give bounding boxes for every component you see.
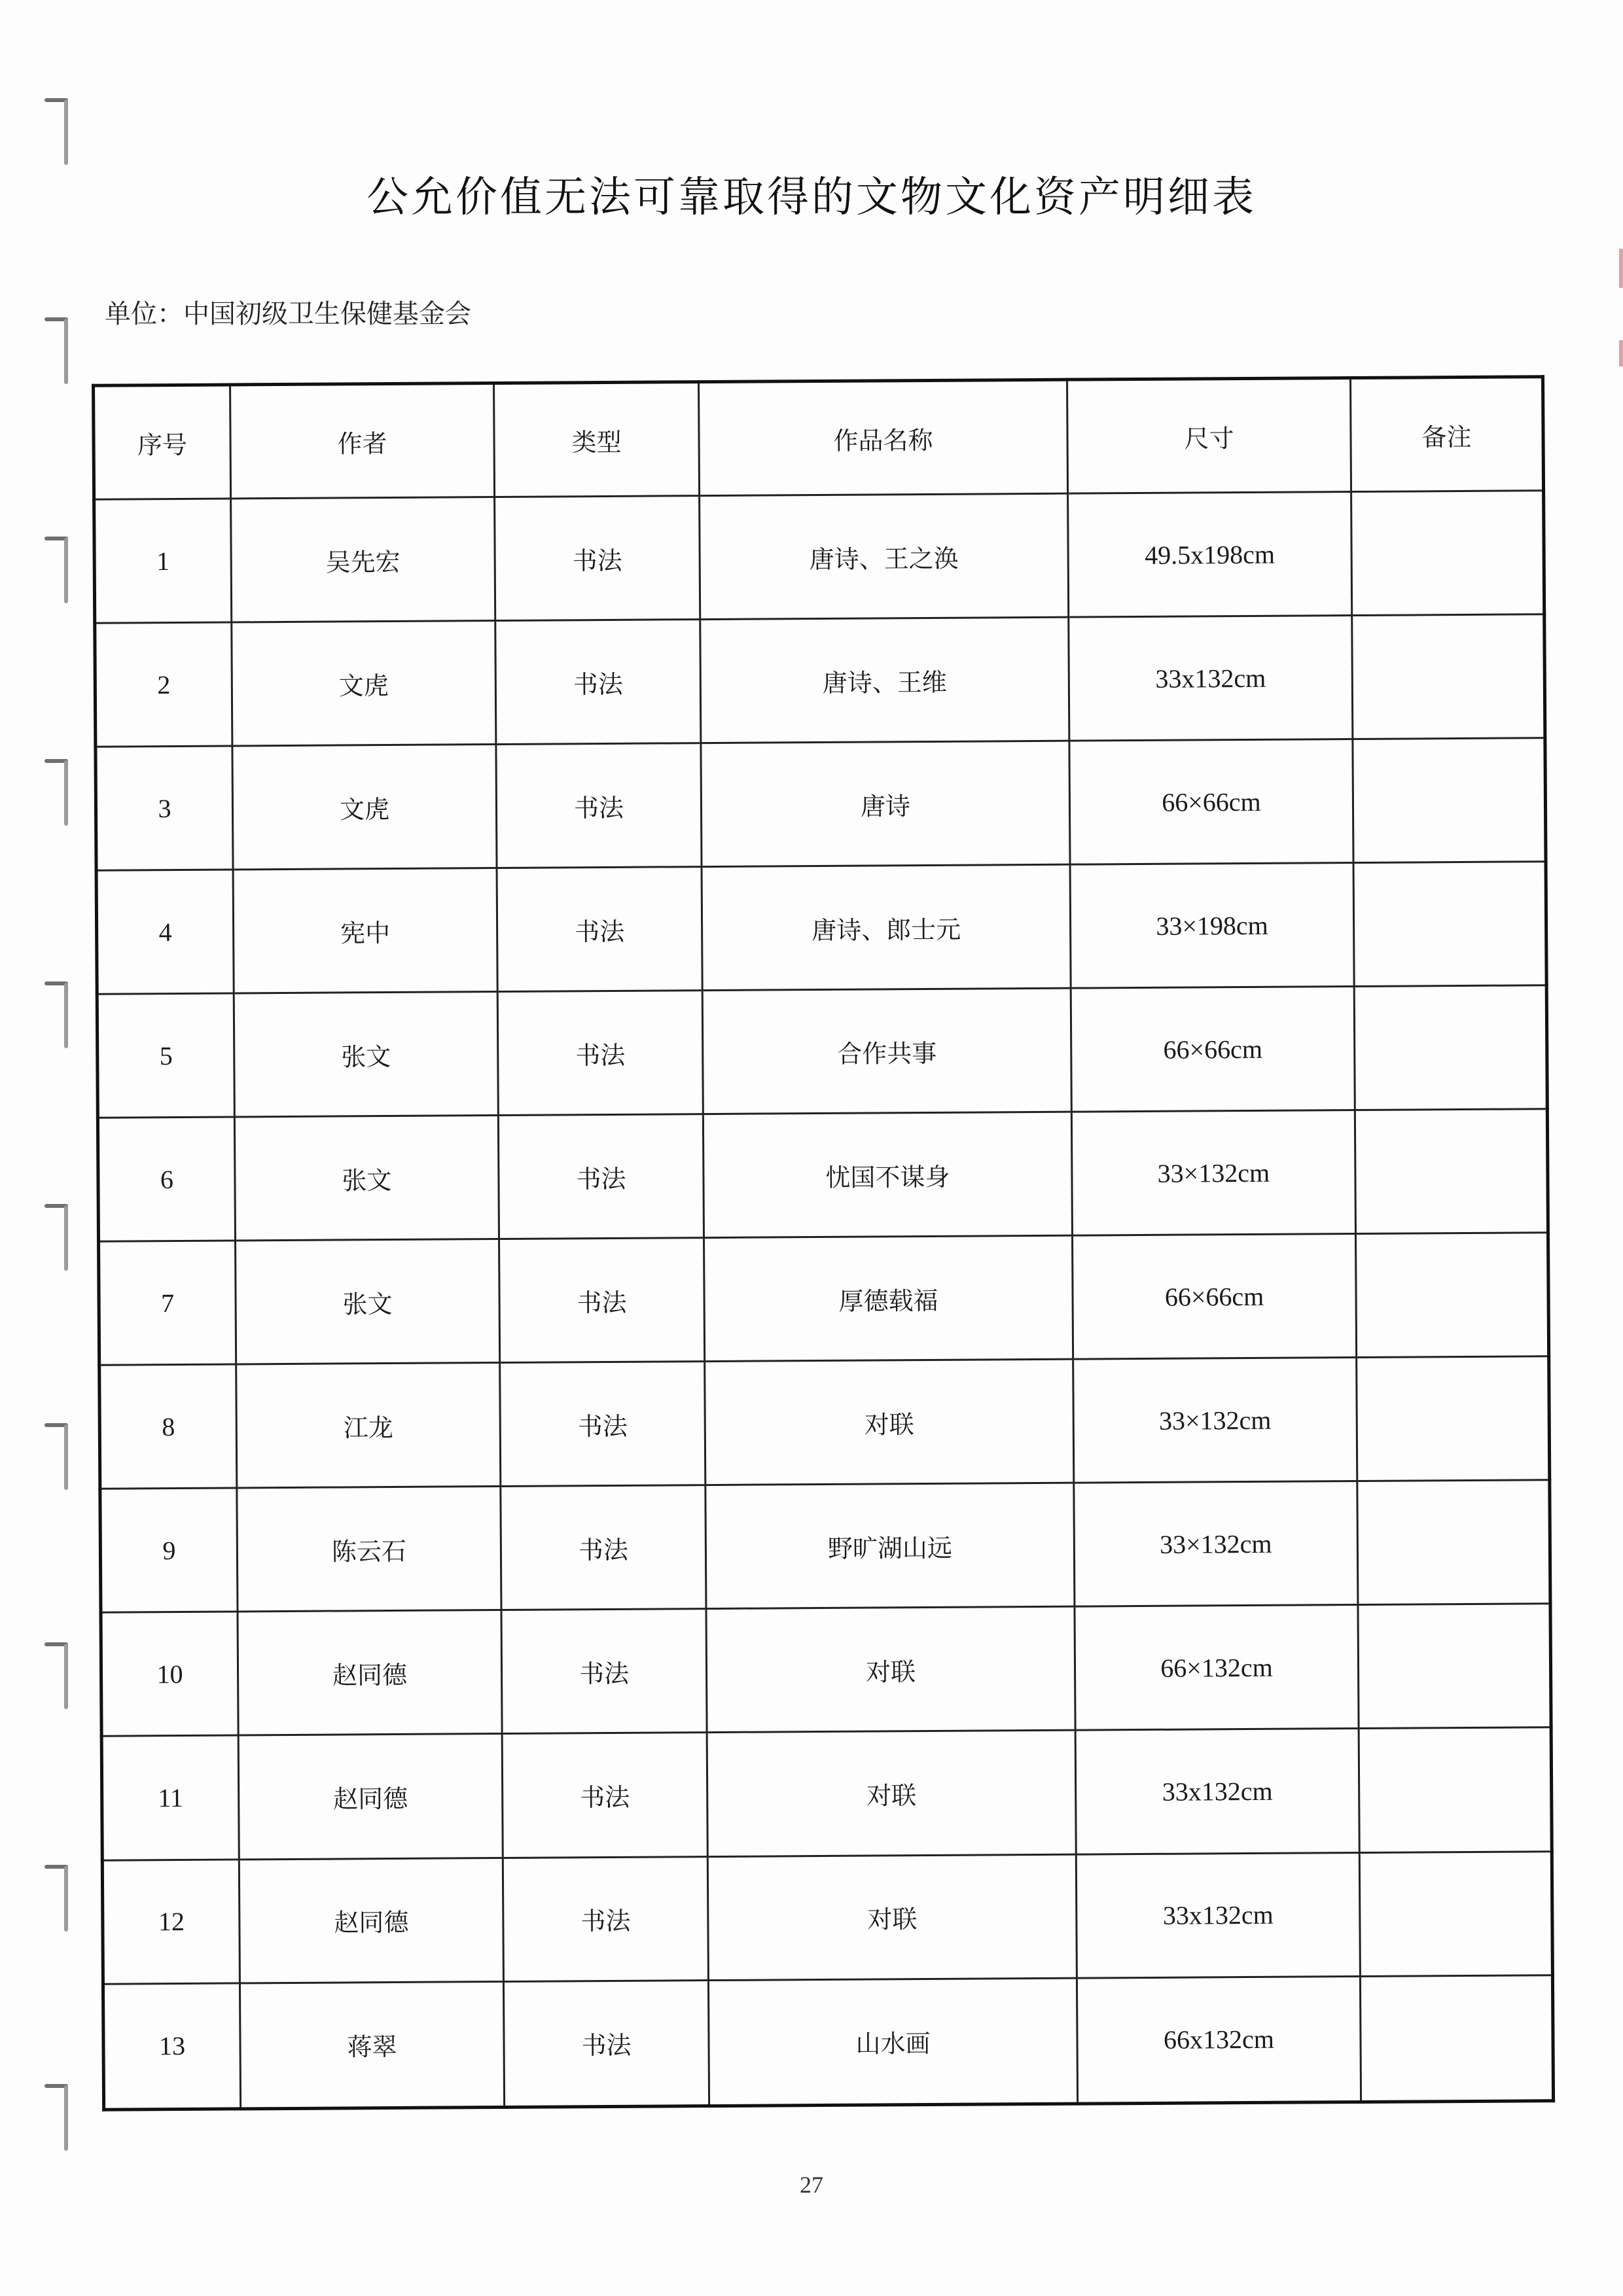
cell-type: 书法 xyxy=(497,991,703,1116)
cell-author: 文虎 xyxy=(232,621,496,747)
header-note: 备注 xyxy=(1351,377,1544,492)
cell-type: 书法 xyxy=(498,1114,704,1239)
header-work-name: 作品名称 xyxy=(699,380,1068,495)
cell-note xyxy=(1358,1604,1551,1729)
header-type: 类型 xyxy=(494,382,700,497)
cell-size: 33x132cm xyxy=(1075,1729,1359,1854)
cell-work-name: 唐诗、王维 xyxy=(700,617,1069,743)
edge-stain xyxy=(1619,340,1623,366)
document-title: 公允价值无法可靠取得的文物文化资产明细表 xyxy=(366,173,1257,222)
table-row xyxy=(101,1727,1552,1860)
table-row xyxy=(99,1356,1550,1489)
cell-author: 宪中 xyxy=(233,868,497,994)
cell-author: 吴先宏 xyxy=(231,497,495,623)
header-size: 尺寸 xyxy=(1067,378,1351,494)
cell-type: 书法 xyxy=(497,867,702,992)
cell-type: 书法 xyxy=(495,620,701,745)
cell-size: 66x132cm xyxy=(1077,1976,1361,2104)
cell-work-name: 唐诗 xyxy=(701,741,1070,866)
cell-index: 6 xyxy=(98,1117,235,1241)
cell-index: 2 xyxy=(95,622,232,747)
cell-work-name: 对联 xyxy=(707,1854,1077,1980)
cell-type: 书法 xyxy=(501,1609,707,1734)
cell-author: 文虎 xyxy=(232,745,497,870)
cell-index: 7 xyxy=(99,1241,236,1365)
cell-note xyxy=(1352,614,1545,739)
cell-author: 赵同德 xyxy=(238,1734,503,1860)
cell-author: 陈云石 xyxy=(237,1487,501,1612)
table-row xyxy=(94,491,1544,624)
table-row xyxy=(97,985,1547,1118)
cell-size: 33×198cm xyxy=(1070,863,1354,989)
cell-note xyxy=(1357,1356,1550,1481)
table-body xyxy=(94,491,1554,2110)
cell-size: 33×132cm xyxy=(1074,1481,1358,1607)
cell-size: 66×66cm xyxy=(1069,739,1353,865)
table-header-row xyxy=(94,377,1544,500)
cell-work-name: 合作共事 xyxy=(702,988,1071,1114)
cell-index: 4 xyxy=(96,870,234,994)
cell-index: 10 xyxy=(101,1612,238,1736)
binding-mark xyxy=(45,98,69,170)
table-row xyxy=(99,1233,1549,1366)
binding-mark xyxy=(45,1865,69,1937)
cell-author: 张文 xyxy=(234,1116,499,1241)
cell-work-name: 忧国不谋身 xyxy=(703,1112,1072,1237)
cell-size: 33×132cm xyxy=(1071,1110,1355,1236)
cell-work-name: 对联 xyxy=(707,1731,1076,1856)
binding-mark xyxy=(45,1423,69,1495)
cell-note xyxy=(1353,738,1546,863)
cell-note xyxy=(1355,1233,1548,1358)
cell-size: 33×132cm xyxy=(1073,1358,1357,1483)
header-index: 序号 xyxy=(94,385,231,499)
table-row xyxy=(96,862,1546,995)
cell-author: 张文 xyxy=(234,992,498,1118)
cell-work-name: 唐诗、王之涣 xyxy=(700,493,1069,619)
cell-note xyxy=(1360,1975,1553,2102)
table-row xyxy=(102,1851,1552,1984)
cell-note xyxy=(1354,985,1547,1110)
cell-author: 江龙 xyxy=(236,1363,501,1489)
asset-table xyxy=(92,375,1555,2111)
cell-note xyxy=(1355,1109,1548,1234)
cell-index: 5 xyxy=(97,993,234,1118)
cell-type: 书法 xyxy=(502,1733,707,1858)
cell-type: 书法 xyxy=(495,496,700,621)
cell-note xyxy=(1351,491,1544,616)
cell-note xyxy=(1353,862,1546,987)
header-author: 作者 xyxy=(230,383,495,499)
cell-type: 书法 xyxy=(500,1362,705,1487)
cell-size: 66×66cm xyxy=(1071,987,1355,1112)
cell-type: 书法 xyxy=(499,1238,705,1363)
binding-mark xyxy=(45,981,69,1053)
table-row xyxy=(103,1975,1553,2110)
cell-index: 9 xyxy=(100,1488,238,1612)
cell-size: 49.5x198cm xyxy=(1068,492,1352,618)
table-row xyxy=(95,614,1545,747)
table-row xyxy=(96,738,1546,871)
cell-index: 1 xyxy=(94,499,232,623)
cell-note xyxy=(1359,1727,1552,1852)
cell-size: 33x132cm xyxy=(1076,1852,1360,1978)
cell-work-name: 对联 xyxy=(705,1359,1074,1485)
cell-type: 书法 xyxy=(503,1980,709,2107)
cell-note xyxy=(1359,1851,1552,1976)
cell-note xyxy=(1357,1480,1550,1605)
cell-size: 66×66cm xyxy=(1073,1234,1357,1360)
cell-index: 8 xyxy=(99,1364,237,1489)
cell-type: 书法 xyxy=(501,1485,706,1610)
cell-work-name: 山水画 xyxy=(708,1978,1077,2106)
cell-work-name: 对联 xyxy=(706,1607,1075,1733)
table-row xyxy=(98,1109,1548,1242)
cell-work-name: 唐诗、郎士元 xyxy=(702,864,1071,990)
table-row xyxy=(100,1480,1550,1613)
unit-line: 单位：中国初级卫生保健基金会 xyxy=(105,299,471,329)
cell-index: 12 xyxy=(102,1859,240,1983)
asset-table-wrapper xyxy=(92,375,1555,2111)
cell-index: 13 xyxy=(103,1983,240,2110)
binding-mark xyxy=(45,317,69,389)
binding-mark xyxy=(45,1204,69,1276)
cell-size: 66×132cm xyxy=(1075,1605,1359,1731)
page-number: 27 xyxy=(800,2172,823,2198)
cell-type: 书法 xyxy=(496,743,702,868)
cell-author: 赵同德 xyxy=(239,1858,503,1983)
binding-mark xyxy=(45,1642,69,1714)
cell-author: 张文 xyxy=(236,1239,500,1365)
cell-author: 蒋翠 xyxy=(240,1981,504,2109)
cell-work-name: 厚德载福 xyxy=(704,1235,1073,1361)
table-row xyxy=(101,1604,1551,1737)
cell-work-name: 野旷湖山远 xyxy=(705,1483,1075,1609)
cell-index: 11 xyxy=(101,1735,239,1860)
cell-author: 赵同德 xyxy=(238,1610,502,1736)
edge-stain xyxy=(1619,249,1623,288)
binding-mark xyxy=(45,2084,69,2156)
cell-size: 33x132cm xyxy=(1069,616,1353,741)
binding-mark xyxy=(45,759,69,831)
cell-type: 书法 xyxy=(503,1856,708,1981)
binding-mark xyxy=(45,537,69,609)
cell-index: 3 xyxy=(96,746,233,870)
